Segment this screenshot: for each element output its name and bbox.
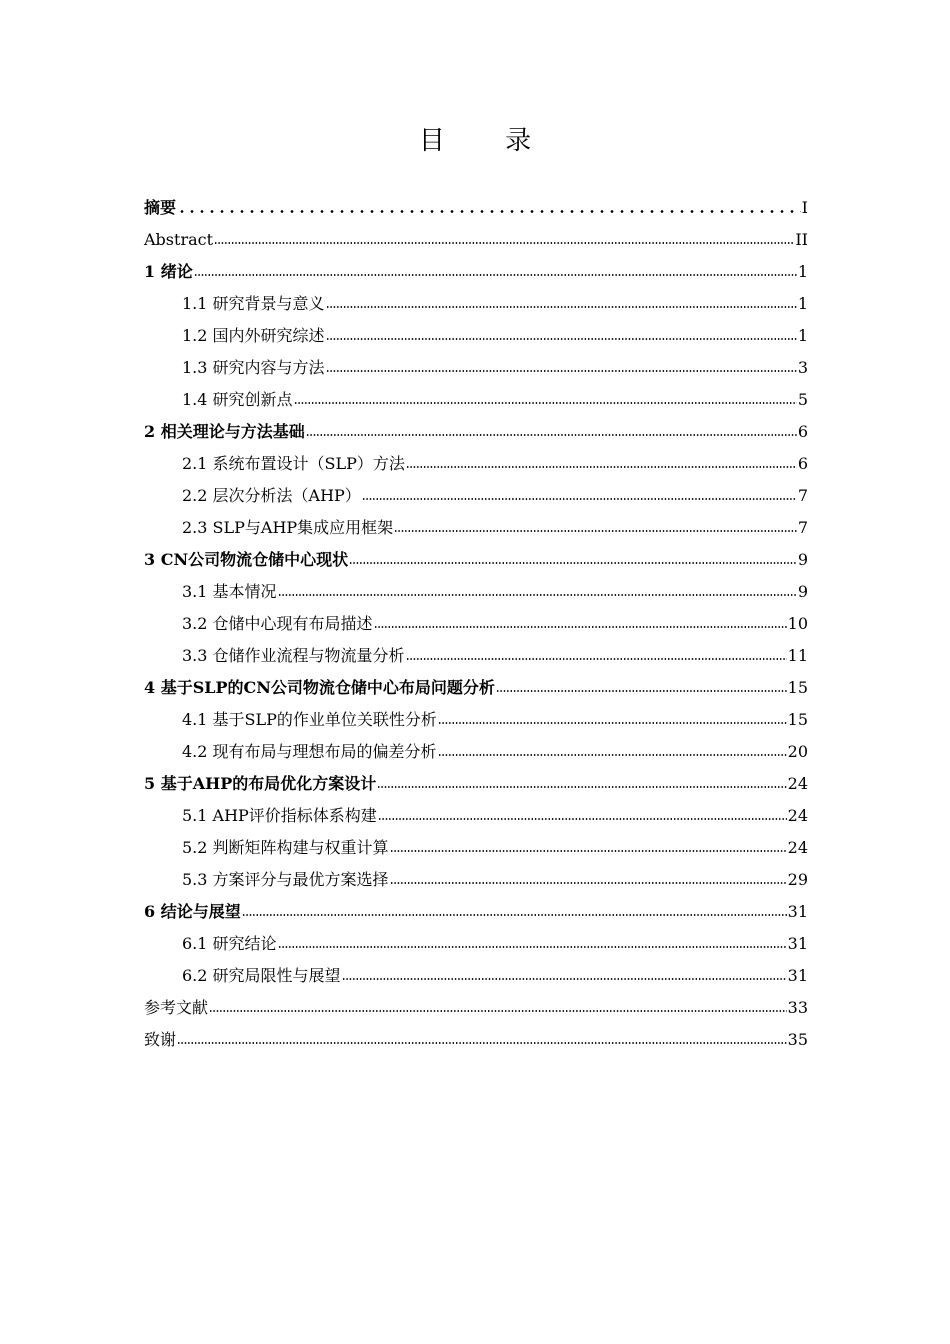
toc-entry-label: 3.1 基本情况 — [182, 582, 277, 601]
toc-entry-label: 5.1 AHP评价指标体系构建 — [182, 806, 377, 825]
toc-entry-label: 2.3 SLP与AHP集成应用框架 — [182, 518, 394, 537]
toc-dot-leader — [394, 530, 797, 532]
toc-entry[interactable] — [144, 896, 808, 928]
toc-dot-leader — [294, 402, 797, 404]
toc-entry-page-number: 9 — [797, 582, 808, 601]
toc-entry[interactable] — [144, 320, 808, 352]
toc-entry-page-number: 31 — [787, 902, 808, 921]
toc-dot-leader — [177, 1042, 787, 1044]
toc-dot-leader — [326, 370, 797, 372]
toc-entry-page-number: 7 — [797, 486, 808, 505]
table-of-contents — [144, 192, 808, 1056]
toc-entry-label: 5.2 判断矩阵构建与权重计算 — [182, 838, 389, 857]
toc-entry[interactable] — [144, 288, 808, 320]
toc-entry-label: 1.1 研究背景与意义 — [182, 294, 325, 313]
toc-dot-leader — [242, 914, 787, 916]
toc-entry[interactable] — [144, 192, 808, 224]
toc-entry-label: 致谢 — [144, 1030, 177, 1049]
toc-dot-leader — [438, 754, 787, 756]
toc-entry-page-number: 29 — [787, 870, 808, 889]
toc-entry-page-number: I — [801, 198, 808, 217]
toc-entry-page-number: 20 — [787, 742, 808, 761]
toc-entry[interactable] — [144, 480, 808, 512]
toc-entry-page-number: 1 — [797, 262, 808, 281]
toc-dot-leader — [362, 498, 797, 500]
toc-entry[interactable] — [144, 384, 808, 416]
toc-entry-page-number: 7 — [797, 518, 808, 537]
toc-dot-leader — [390, 882, 787, 884]
toc-entry-page-number: 5 — [797, 390, 808, 409]
toc-entry-label: 4 基于SLP的CN公司物流仓储中心布局问题分析 — [144, 678, 495, 697]
toc-entry-page-number: II — [795, 230, 808, 249]
toc-entry-label: 3.2 仓储中心现有布局描述 — [182, 614, 373, 633]
toc-entry[interactable] — [144, 416, 808, 448]
toc-entry-page-number: 35 — [787, 1030, 808, 1049]
toc-entry[interactable] — [144, 768, 808, 800]
toc-entry-page-number: 10 — [787, 614, 808, 633]
toc-entry[interactable] — [144, 928, 808, 960]
toc-entry-label: 摘要 — [144, 198, 177, 217]
toc-dot-leader — [378, 818, 787, 820]
toc-entry-label: 5 基于AHP的布局优化方案设计 — [144, 774, 377, 793]
toc-entry[interactable] — [144, 832, 808, 864]
toc-entry[interactable] — [144, 1024, 808, 1056]
toc-dot-leader — [278, 594, 797, 596]
toc-entry-page-number: 33 — [787, 998, 808, 1017]
toc-entry-label: 3 CN公司物流仓储中心现状 — [144, 550, 349, 569]
toc-entry-page-number: 1 — [797, 294, 808, 313]
toc-entry-label: 4.2 现有布局与理想布局的偏差分析 — [182, 742, 437, 761]
toc-entry-page-number: 1 — [797, 326, 808, 345]
toc-entry[interactable] — [144, 960, 808, 992]
toc-entry-page-number: 15 — [787, 678, 808, 697]
toc-dot-leader — [214, 242, 794, 244]
toc-dot-leader — [438, 722, 787, 724]
toc-entry-label: 参考文献 — [144, 998, 209, 1017]
toc-entry[interactable] — [144, 864, 808, 896]
toc-dot-leader — [306, 434, 797, 436]
toc-entry[interactable] — [144, 992, 808, 1024]
toc-dot-leader — [377, 786, 786, 788]
toc-entry-label: 4.1 基于SLP的作业单位关联性分析 — [182, 710, 437, 729]
toc-entry[interactable] — [144, 800, 808, 832]
toc-entry-page-number: 15 — [787, 710, 808, 729]
toc-dot-leader — [326, 306, 797, 308]
toc-entry-label: 6 结论与展望 — [144, 902, 241, 921]
toc-entry-page-number: 24 — [787, 838, 808, 857]
toc-entry[interactable] — [144, 352, 808, 384]
toc-entry-page-number: 11 — [787, 646, 808, 665]
toc-entry-page-number: 31 — [787, 934, 808, 953]
toc-entry-page-number: 24 — [787, 774, 808, 793]
toc-entry[interactable] — [144, 576, 808, 608]
toc-dot-leader — [390, 850, 787, 852]
toc-dot-leader — [342, 978, 787, 980]
toc-entry[interactable] — [144, 640, 808, 672]
toc-entry-label: 1.2 国内外研究综述 — [182, 326, 325, 345]
toc-entry[interactable] — [144, 672, 808, 704]
toc-entry-label: Abstract — [144, 230, 214, 249]
toc-dot-leader — [374, 626, 787, 628]
toc-entry-label: 2.2 层次分析法（AHP） — [182, 486, 361, 505]
toc-entry-label: 3.3 仓储作业流程与物流量分析 — [182, 646, 405, 665]
toc-entry-page-number: 6 — [797, 454, 808, 473]
toc-entry[interactable] — [144, 224, 808, 256]
toc-dot-leader — [194, 274, 797, 276]
toc-entry-label: 1 绪论 — [144, 262, 193, 281]
toc-entry[interactable] — [144, 704, 808, 736]
toc-entry-page-number: 6 — [797, 422, 808, 441]
toc-dot-leader — [349, 562, 797, 564]
toc-entry-label: 1.3 研究内容与方法 — [182, 358, 325, 377]
toc-entry-label: 1.4 研究创新点 — [182, 390, 293, 409]
toc-entry[interactable] — [144, 736, 808, 768]
toc-dot-leader — [406, 466, 797, 468]
toc-entry-label: 6.1 研究结论 — [182, 934, 277, 953]
toc-entry-page-number: 3 — [797, 358, 808, 377]
toc-entry[interactable] — [144, 608, 808, 640]
toc-entry-label: 2 相关理论与方法基础 — [144, 422, 305, 441]
toc-entry[interactable] — [144, 448, 808, 480]
toc-entry[interactable] — [144, 544, 808, 576]
toc-dot-leader — [278, 946, 787, 948]
page-title: 目 录 — [418, 126, 558, 156]
toc-entry-page-number: 31 — [787, 966, 808, 985]
toc-entry-page-number: 24 — [787, 806, 808, 825]
toc-dot-leader — [209, 1010, 787, 1012]
toc-entry[interactable] — [144, 512, 808, 544]
toc-entry-label: 6.2 研究局限性与展望 — [182, 966, 341, 985]
toc-dot-leader — [326, 338, 797, 340]
toc-entry-label: 5.3 方案评分与最优方案选择 — [182, 870, 389, 889]
toc-dot-leader — [406, 658, 787, 660]
toc-entry[interactable] — [144, 256, 808, 288]
toc-entry-page-number: 9 — [797, 550, 808, 569]
toc-entry-label: 2.1 系统布置设计（SLP）方法 — [182, 454, 405, 473]
toc-dot-leader — [177, 210, 801, 213]
toc-dot-leader — [496, 690, 787, 692]
